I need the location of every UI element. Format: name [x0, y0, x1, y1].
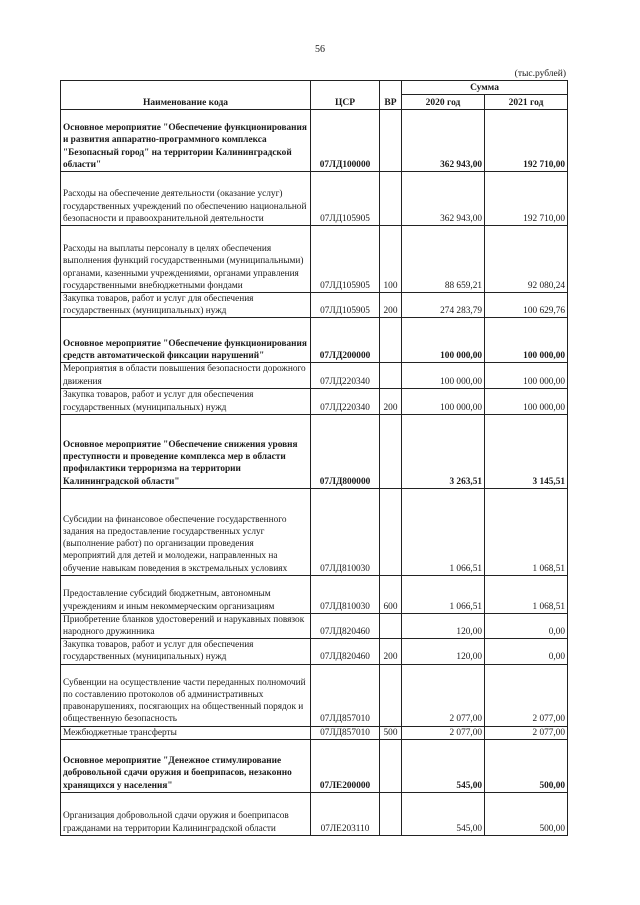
row-name-cell: Расходы на обеспечение деятельности (оказание услуг) государственных учреждений по обеспечению национальной безопасности и правоохранительной деятельности [61, 172, 311, 226]
table-row [61, 226, 568, 293]
row-2021-cell: 192 710,00 [485, 110, 568, 172]
row-2020-cell: 120,00 [402, 639, 485, 664]
header-sum: Сумма [402, 81, 568, 95]
row-csr-cell: 07ЛД100000 [311, 110, 380, 172]
header-vr: ВР [380, 81, 402, 110]
row-name-cell: Основное мероприятие "Обеспечение снижения уровня преступности и проведение комплекса мер в области профилактики терроризма на территории Калининградской области" [61, 414, 311, 488]
header-csr: ЦСР [311, 81, 380, 110]
row-name-cell: Расходы на выплаты персоналу в целях обеспечения выполнения функций государственными (муниципальными) органами, казенными учреждениями, органами управления государственными внебюджетными фондами [61, 226, 311, 293]
row-name-cell: Основное мероприятие "Денежное стимулирование добровольной сдачи оружия и боеприпасов, незаконно хранящихся у населения" [61, 739, 311, 792]
row-vr-cell [380, 739, 402, 792]
row-2021-cell: 100 629,76 [485, 293, 568, 318]
row-2020-cell: 1 066,51 [402, 488, 485, 575]
row-name-cell: Субсидии на финансовое обеспечение государственного задания на предоставление государственных услуг (выполнение работ) по организации проведения мероприятий для детей и молодежи, направленных на обучение навыкам поведения в экстремальных условиях [61, 488, 311, 575]
row-csr-cell: 07ЛД820460 [311, 639, 380, 664]
row-csr-cell: 07ЛД105905 [311, 172, 380, 226]
row-csr-cell: 07ЛД220340 [311, 363, 380, 388]
header-year-2020: 2020 год [402, 95, 485, 110]
row-csr-cell: 07ЛД220340 [311, 388, 380, 414]
row-vr-cell [380, 110, 402, 172]
row-vr-cell: 100 [380, 226, 402, 293]
row-2020-cell: 545,00 [402, 792, 485, 835]
row-name-cell: Основное мероприятие "Обеспечение функционирования и развития аппаратно-программного комплекса "Безопасный город" на территории Калининградской области" [61, 110, 311, 172]
row-2020-cell: 545,00 [402, 739, 485, 792]
row-csr-cell: 07ЛД200000 [311, 318, 380, 363]
row-2020-cell: 100 000,00 [402, 318, 485, 363]
row-2021-cell: 92 080,24 [485, 226, 568, 293]
row-2020-cell: 88 659,21 [402, 226, 485, 293]
table-row [61, 488, 568, 575]
row-csr-cell: 07ЛЕ203110 [311, 792, 380, 835]
table-row [61, 575, 568, 613]
row-name-cell: Предоставление субсидий бюджетным, автономным учреждениям и иным некоммерческим организациям [61, 575, 311, 613]
row-2020-cell: 2 077,00 [402, 726, 485, 739]
row-2021-cell: 3 145,51 [485, 414, 568, 488]
row-2020-cell: 100 000,00 [402, 388, 485, 414]
page-number: 56 [315, 44, 325, 55]
header-row-top [61, 81, 568, 95]
row-csr-cell: 07ЛД810030 [311, 488, 380, 575]
table-row [61, 739, 568, 792]
row-2021-cell: 100 000,00 [485, 388, 568, 414]
row-2021-cell: 500,00 [485, 739, 568, 792]
row-name-cell: Мероприятия в области повышения безопасности дорожного движения [61, 363, 311, 388]
table-row [61, 172, 568, 226]
row-2021-cell: 2 077,00 [485, 664, 568, 726]
table-row [61, 110, 568, 172]
units-label: (тыс.рублей) [514, 69, 566, 79]
row-csr-cell: 07ЛД105905 [311, 293, 380, 318]
row-vr-cell: 500 [380, 726, 402, 739]
row-2020-cell: 2 077,00 [402, 664, 485, 726]
row-name-cell: Организация добровольной сдачи оружия и боеприпасов гражданами на территории Калининградской области [61, 792, 311, 835]
table-row [61, 639, 568, 664]
row-vr-cell [380, 414, 402, 488]
row-2021-cell: 2 077,00 [485, 726, 568, 739]
row-2021-cell: 1 068,51 [485, 575, 568, 613]
row-vr-cell [380, 172, 402, 226]
row-vr-cell: 200 [380, 293, 402, 318]
table-body [61, 110, 568, 836]
row-csr-cell: 07ЛЕ200000 [311, 739, 380, 792]
row-name-cell: Основное мероприятие "Обеспечение функционирования средств автоматической фиксации нарушений" [61, 318, 311, 363]
row-vr-cell [380, 488, 402, 575]
row-2021-cell: 100 000,00 [485, 318, 568, 363]
row-csr-cell: 07ЛД857010 [311, 664, 380, 726]
row-2020-cell: 1 066,51 [402, 575, 485, 613]
row-vr-cell [380, 318, 402, 363]
row-name-cell: Закупка товаров, работ и услуг для обеспечения государственных (муниципальных) нужд [61, 639, 311, 664]
header-name: Наименование кода [61, 81, 311, 110]
row-2021-cell: 100 000,00 [485, 363, 568, 388]
row-vr-cell: 600 [380, 575, 402, 613]
row-2020-cell: 100 000,00 [402, 363, 485, 388]
row-csr-cell: 07ЛД857010 [311, 726, 380, 739]
row-name-cell: Закупка товаров, работ и услуг для обеспечения государственных (муниципальных) нужд [61, 293, 311, 318]
table-row [61, 792, 568, 835]
row-2021-cell: 192 710,00 [485, 172, 568, 226]
row-2020-cell: 362 943,00 [402, 110, 485, 172]
table-row [61, 664, 568, 726]
row-2020-cell: 120,00 [402, 613, 485, 638]
row-vr-cell: 200 [380, 388, 402, 414]
row-name-cell: Межбюджетные трансферты [61, 726, 311, 739]
row-vr-cell [380, 792, 402, 835]
row-2020-cell: 274 283,79 [402, 293, 485, 318]
row-csr-cell: 07ЛД800000 [311, 414, 380, 488]
table-row [61, 388, 568, 414]
row-name-cell: Приобретение бланков удостоверений и нарукавных повязок народного дружинника [61, 613, 311, 638]
table-row [61, 318, 568, 363]
table-row [61, 363, 568, 388]
row-2021-cell: 1 068,51 [485, 488, 568, 575]
table-row [61, 293, 568, 318]
row-2021-cell: 500,00 [485, 792, 568, 835]
header-year-2021: 2021 год [485, 95, 568, 110]
row-csr-cell: 07ЛД810030 [311, 575, 380, 613]
row-csr-cell: 07ЛД105905 [311, 226, 380, 293]
row-name-cell: Закупка товаров, работ и услуг для обеспечения государственных (муниципальных) нужд [61, 388, 311, 414]
row-vr-cell [380, 664, 402, 726]
row-2020-cell: 362 943,00 [402, 172, 485, 226]
budget-table [60, 80, 568, 836]
row-2020-cell: 3 263,51 [402, 414, 485, 488]
row-csr-cell: 07ЛД820460 [311, 613, 380, 638]
row-vr-cell [380, 363, 402, 388]
table-row [61, 414, 568, 488]
table-row [61, 726, 568, 739]
row-2021-cell: 0,00 [485, 639, 568, 664]
row-vr-cell [380, 613, 402, 638]
row-2021-cell: 0,00 [485, 613, 568, 638]
row-vr-cell: 200 [380, 639, 402, 664]
table-row [61, 613, 568, 638]
row-name-cell: Субвенции на осуществление части переданных полномочий по составлению протоколов об административных правонарушениях, посягающих на общественный порядок и общественную безопасность [61, 664, 311, 726]
